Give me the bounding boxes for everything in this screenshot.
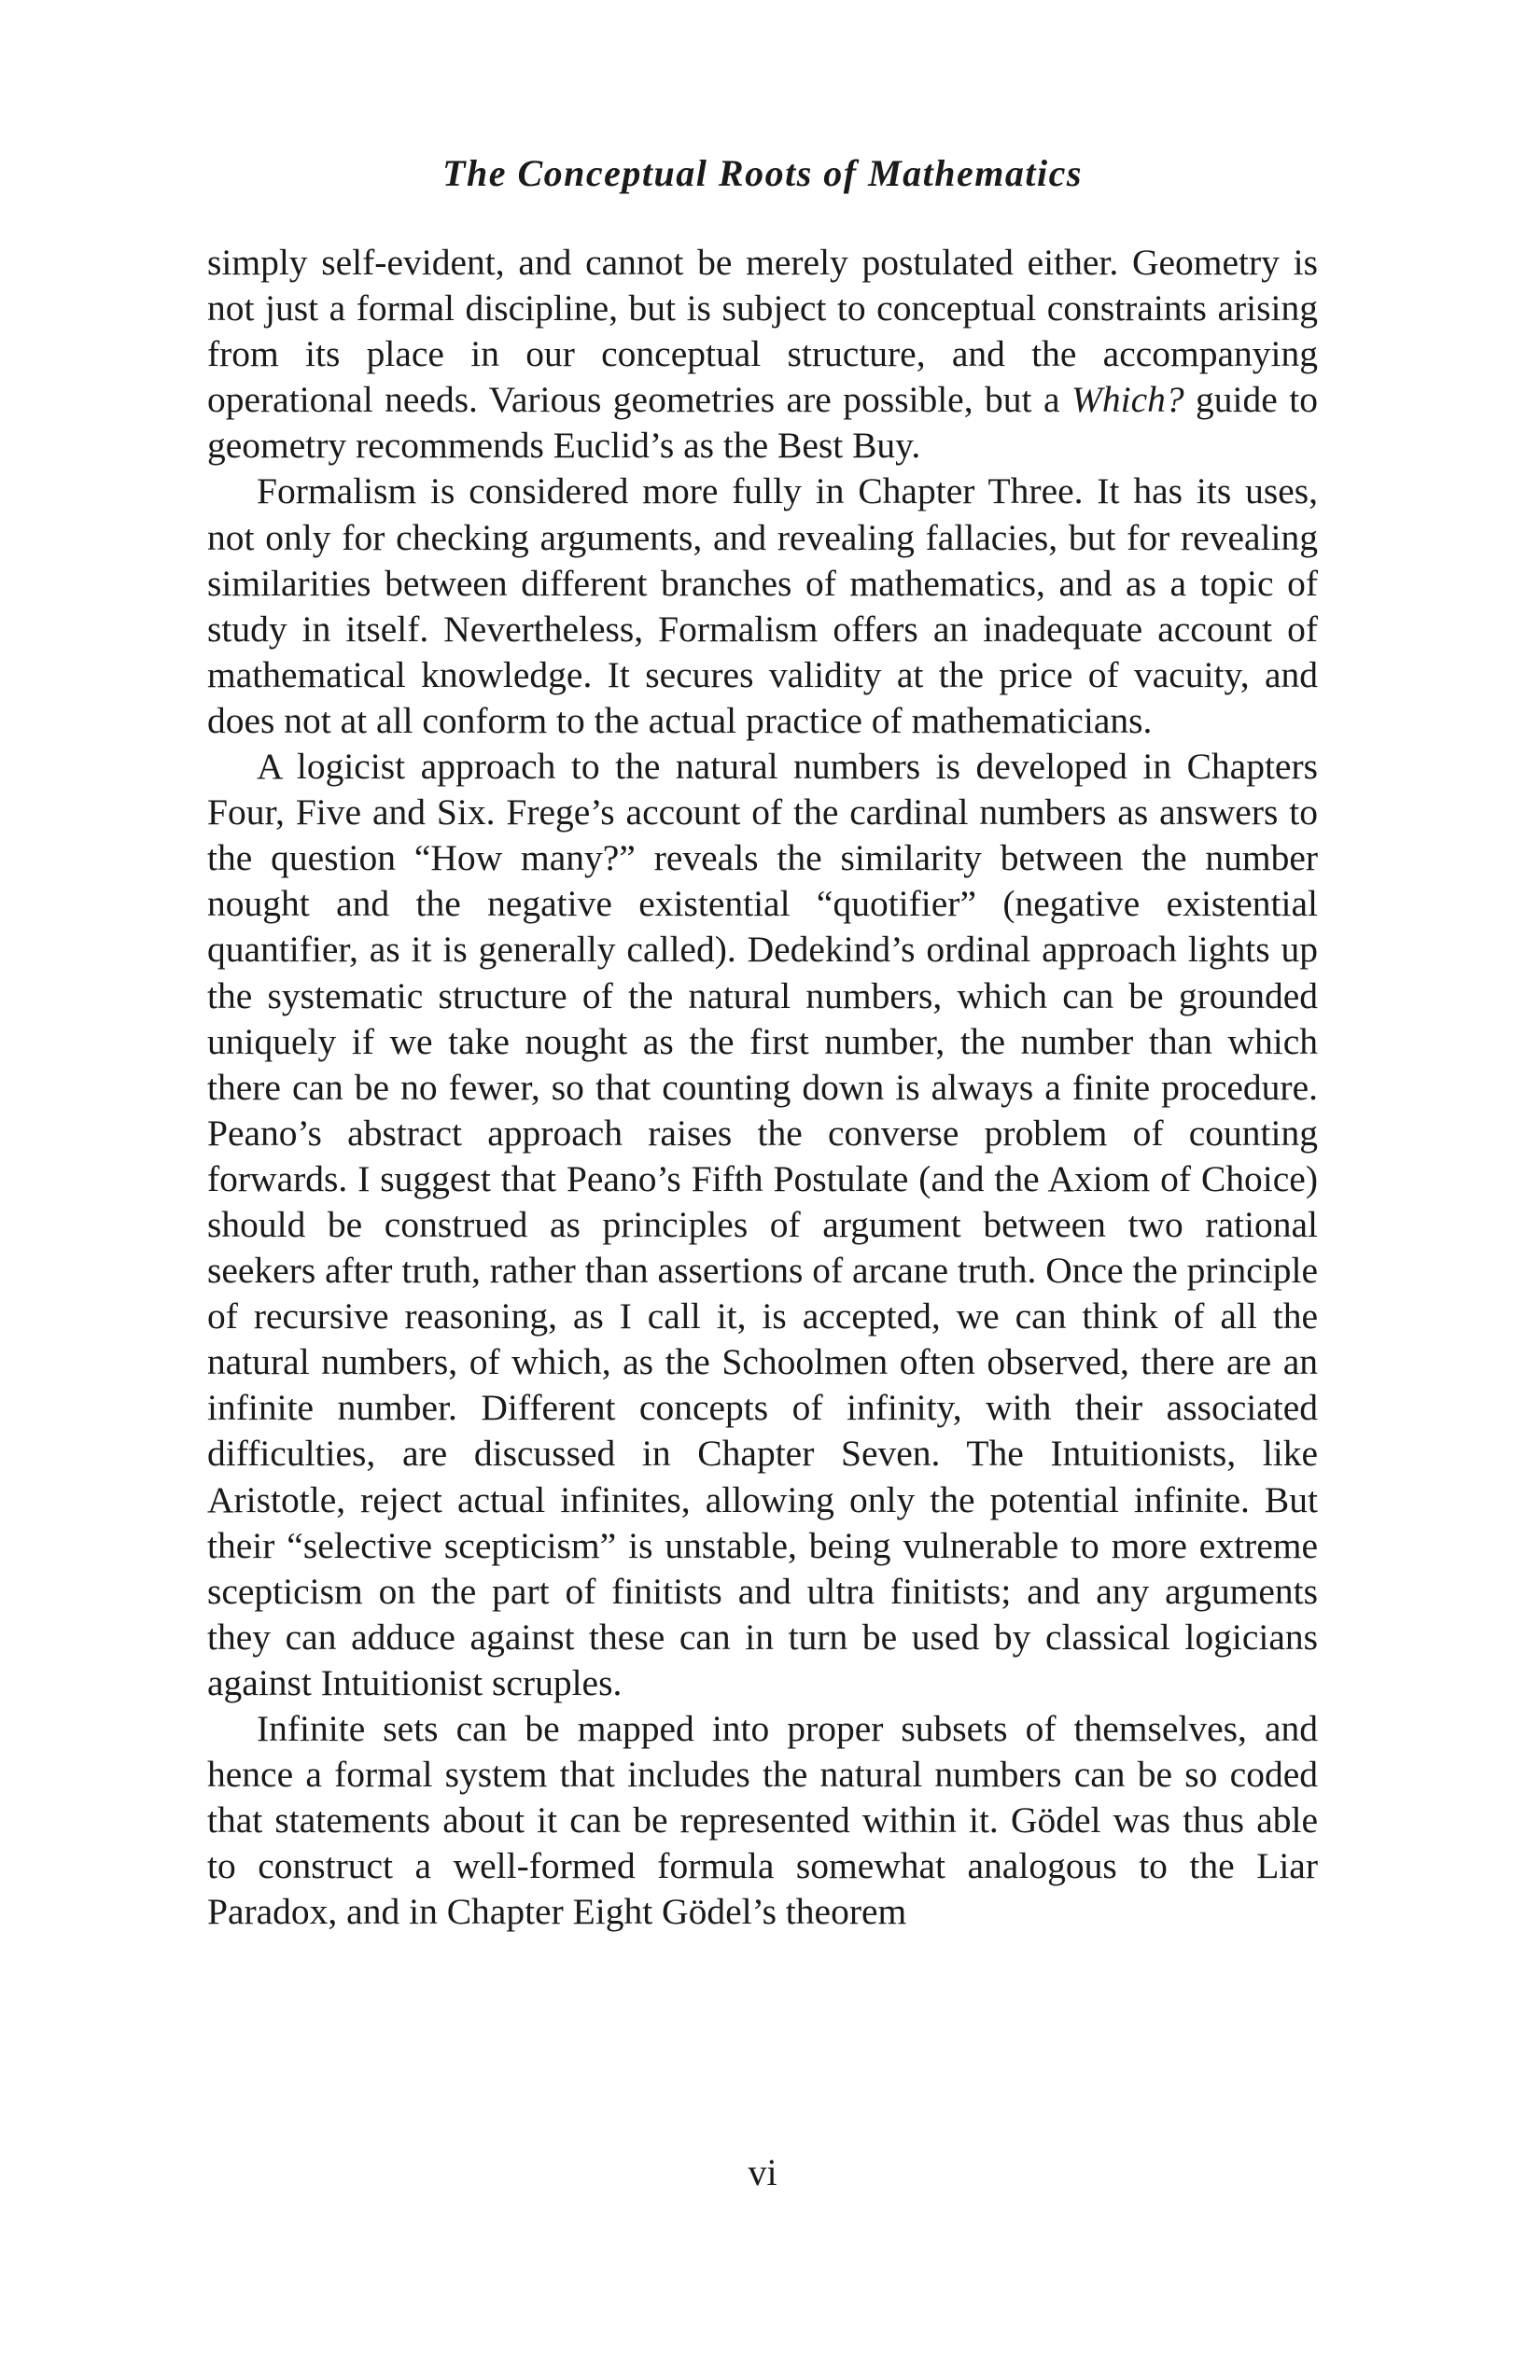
page-body (207, 240, 1318, 1935)
running-head: The Conceptual Roots of Mathematics (442, 152, 1083, 194)
paragraph-1-text-start: simply self-evident, and cannot be merely postulated either. Geometry is not just a formal discipline, but is subject to conceptual constraints arising from its place in our conceptual structure, and the accompanying operational needs. Various geometries are possible, but a (207, 242, 1318, 421)
paragraph-1 (207, 240, 1318, 469)
page-number: vi (748, 2151, 777, 2193)
paragraph-4: Infinite sets can be mapped into proper subsets of themselves, and hence a formal system that includes the natural numbers can be so coded that statements about it can be represented within it. Gödel was thus able to construct a well-formed formula somewhat analogous to the Liar Paradox, and in Chapter Eight Gödel’s theorem (207, 1708, 1318, 1933)
paragraph-2: Formalism is considered more fully in Chapter Three. It has its uses, not only for checking arguments, and revealing fallacies, but for revealing similarities between different branches of mathematics, and as a topic of study in itself. Nevertheless, Formalism offers an inadequate account of mathematical knowledge. It secures validity at the price of vacuity, and does not at all conform to the actual practice of mathematicians. (207, 470, 1318, 741)
paragraph-1-text-end: guide to geometry recommends Euclid’s as the Best Buy. (207, 379, 1318, 467)
paragraph-3: A logicist approach to the natural numbers is developed in Chapters Four, Five and Six. Frege’s account of the cardinal numbers as answers to the question “How many?” reveals the similarity between the number nought and the negative existential “quotifier” (negative existential quantifier, as it is generally called). Dedekind’s ordinal approach lights up the systematic structure of the natural numbers, which can be grounded uniquely if we take nought as the first number, the number than which there can be no fewer, so that counting down is always a finite procedure. Peano’s abstract approach raises the converse problem of counting forwards. I suggest that Peano’s Fifth Postulate (and the Axiom of Choice) should be construed as principles of argument between two rational seekers after truth, rather than assertions of arcane truth. Once the principle of recursive reasoning, as I call it, is accepted, we can think of all the natural numbers, of which, as the Schoolmen often observed, there are an infinite number. Different concepts of infinity, with their associated difficulties, are discussed in Chapter Seven. The Intuitionists, like Aristotle, reject actual infinites, allowing only the potential infinite. But their “selective scepticism” is unstable, being vulnerable to more extreme scepticism on the part of finitists and ultra finitists; and any arguments they can adduce against these can in turn be used by classical logicians against Intuitionist scruples. (207, 746, 1318, 1703)
paragraph-1-italic-term: Which? (1071, 379, 1184, 421)
